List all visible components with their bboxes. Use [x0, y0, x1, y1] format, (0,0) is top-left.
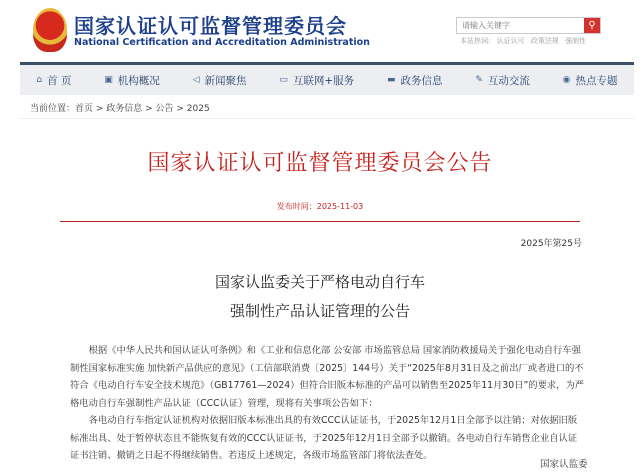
- search-button[interactable]: [584, 18, 600, 33]
- hot-words-label: 本站热词:: [460, 37, 491, 45]
- building-icon: ▣: [104, 75, 113, 85]
- paragraph: 根据《中华人民共和国认证认可条例》和《工业和信息化部 公安部 市场监管总局 国家消防救援局关于强化电动自行车强制性国家标准实施 加快新产品供应的意见》（工信部联消费〔2025〕144号）关于“2025年8月31日及之前出厂或者进口的不符合《电动自行车安全技术规范》（GB17761—2024）但符合旧版本标准的产品可以销售至2025年11月30日”的要求，为严格电动自行车强制性产品认证（CCC认证）管理，现将有关事项公告如下：: [70, 345, 585, 409]
- article-subtitle: 强制性产品认证管理的公告: [229, 302, 410, 320]
- home-icon: ⌂: [36, 75, 43, 85]
- flag-icon: ▬: [386, 75, 396, 85]
- nav-interaction[interactable]: [475, 73, 530, 88]
- site-name: 国家认证认可监督管理委员会: [74, 14, 347, 38]
- nav-internet-service[interactable]: [279, 73, 354, 88]
- national-emblem-logo: [33, 8, 67, 52]
- search-icon: ⚲: [588, 20, 596, 31]
- hot-word-link[interactable]: 强制性: [565, 37, 587, 45]
- breadcrumb[interactable]: 当前位置：首页 > 政务信息 > 公告 > 2025: [30, 104, 210, 114]
- announcement-number: 2025年第25号: [520, 239, 582, 249]
- nav-label: 新闻聚焦: [204, 74, 247, 87]
- monitor-icon: ▭: [279, 75, 288, 85]
- publish-date: 发布时间：2025-11-03: [276, 202, 364, 211]
- main-nav: [20, 62, 634, 95]
- edit-icon: ✎: [475, 75, 483, 85]
- divider: [20, 118, 634, 119]
- nav-label: 热点专题: [575, 74, 618, 87]
- nav-label: 互联网+服务: [292, 74, 355, 87]
- article-body: [70, 342, 585, 465]
- nav-home[interactable]: [36, 73, 71, 88]
- nav-organization[interactable]: [104, 73, 160, 88]
- site-name-en: National Certification and Accreditation Administration: [74, 37, 370, 48]
- hot-word-link[interactable]: 政策法规: [530, 37, 559, 45]
- article-subtitle: 国家认监委关于严格电动自行车: [214, 273, 425, 291]
- signature: 国家认监委: [540, 459, 588, 470]
- search-input[interactable]: [457, 18, 584, 33]
- nav-news[interactable]: [193, 73, 247, 88]
- megaphone-icon: ◁: [192, 75, 200, 85]
- nav-label: 互动交流: [487, 74, 530, 87]
- nav-government-info[interactable]: [387, 73, 443, 88]
- chat-icon: ◉: [562, 75, 571, 85]
- nav-label: 机构概况: [117, 74, 160, 87]
- nav-label: 政务信息: [400, 74, 443, 87]
- search-box: [456, 17, 601, 34]
- paragraph: 各电动自行车指定认证机构对依据旧版本标准出具的有效CCC认证证书，于2025年12月1日全部予以注销；对依据旧版标准出具、处于暂停状态且不能恢复有效的CCC认证证书，于2025年12月1日全部予以撤销。各电动自行车销售企业自认证证书注销、撤销之日起不得继续销售。若违反上述规定，各级市场监管部门将依法查处。: [70, 415, 578, 461]
- hot-word-link[interactable]: 认证认可: [496, 37, 525, 45]
- page-title: 国家认证认可监督管理委员会公告: [147, 151, 493, 176]
- nav-label: 首 页: [47, 74, 72, 87]
- hot-words: [460, 36, 590, 46]
- nav-hot-topics[interactable]: [563, 73, 618, 88]
- title-divider: [60, 221, 580, 222]
